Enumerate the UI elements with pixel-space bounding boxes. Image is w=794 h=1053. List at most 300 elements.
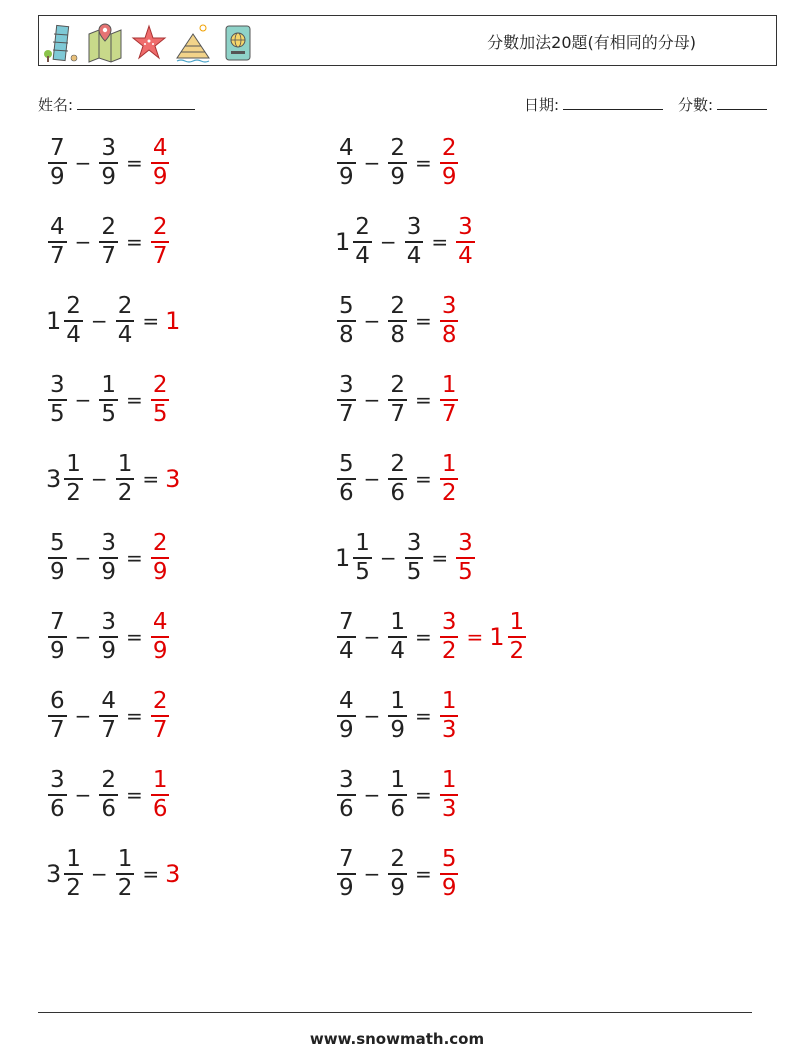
operand-term	[97, 609, 120, 664]
operand-term	[335, 214, 374, 269]
fraction	[388, 135, 407, 190]
denominator: 6	[339, 795, 354, 822]
whole-number: 3	[165, 860, 181, 888]
name-blank[interactable]	[77, 95, 195, 110]
equals-sign: =	[415, 862, 432, 886]
equals-sign: =	[415, 783, 432, 807]
numerator: 3	[406, 214, 422, 241]
numerator: 3	[339, 372, 354, 399]
fraction	[388, 767, 407, 822]
whole-number: 3	[46, 464, 62, 493]
fraction	[440, 846, 459, 901]
numerator: 4	[101, 688, 117, 715]
equals-sign: =	[126, 546, 143, 570]
operand-term	[335, 135, 358, 190]
numerator: 2	[441, 135, 457, 162]
numerator: 7	[339, 846, 354, 873]
fraction	[116, 846, 135, 901]
fraction	[151, 135, 170, 190]
denominator: 8	[441, 321, 457, 348]
fraction	[440, 688, 459, 743]
equals-sign: =	[466, 625, 484, 649]
fraction	[99, 767, 118, 822]
fraction	[440, 767, 459, 822]
minus-sign: −	[90, 309, 108, 333]
denominator: 7	[152, 716, 168, 743]
fraction	[405, 214, 424, 269]
denominator: 7	[101, 242, 117, 269]
denominator: 9	[390, 716, 406, 743]
fraction	[99, 530, 118, 585]
numerator: 4	[50, 214, 65, 241]
minus-sign: −	[363, 783, 381, 807]
numerator: 3	[458, 530, 473, 557]
fraction	[48, 135, 67, 190]
problem-item	[335, 128, 460, 198]
numerator: 3	[101, 609, 117, 636]
operand-term	[97, 214, 120, 269]
whole-number: 1	[165, 307, 181, 335]
footer-divider	[38, 1012, 752, 1013]
fraction	[48, 688, 67, 743]
numerator: 3	[339, 767, 354, 794]
numerator: 4	[152, 135, 168, 162]
operand-term	[97, 135, 120, 190]
denominator: 9	[101, 637, 117, 664]
equals-sign: =	[126, 230, 143, 254]
fraction	[337, 609, 356, 664]
denominator: 4	[355, 242, 370, 269]
minus-sign: −	[74, 230, 92, 254]
minus-sign: −	[74, 388, 92, 412]
date-blank[interactable]	[563, 95, 663, 110]
denominator: 6	[390, 795, 406, 822]
equals-sign: =	[142, 309, 160, 333]
denominator: 9	[441, 163, 457, 190]
denominator: 9	[390, 874, 406, 901]
numerator: 2	[152, 214, 168, 241]
problem-item	[335, 286, 460, 356]
problem-item	[46, 286, 181, 356]
answer-term	[438, 767, 461, 822]
fraction	[337, 451, 356, 506]
fraction	[151, 530, 170, 585]
operand-term	[403, 214, 426, 269]
numerator: 5	[339, 451, 354, 478]
denominator: 7	[50, 242, 65, 269]
fraction	[440, 609, 459, 664]
equals-sign: =	[126, 704, 143, 728]
fraction	[388, 372, 407, 427]
numerator: 3	[101, 135, 117, 162]
fraction	[99, 688, 118, 743]
fraction	[508, 609, 527, 664]
problem-item	[46, 523, 171, 593]
numerator: 1	[441, 451, 457, 478]
denominator: 7	[101, 716, 117, 743]
numerator: 2	[390, 135, 406, 162]
answer-term	[438, 293, 461, 348]
equals-sign: =	[126, 783, 143, 807]
fraction	[99, 135, 118, 190]
numerator: 7	[339, 609, 354, 636]
answer-term	[149, 372, 172, 427]
operand-term	[46, 451, 85, 506]
minus-sign: −	[379, 230, 397, 254]
denominator: 7	[390, 400, 406, 427]
operand-term	[46, 767, 69, 822]
denominator: 2	[509, 637, 525, 664]
numerator: 4	[339, 688, 354, 715]
minus-sign: −	[363, 862, 381, 886]
denominator: 4	[406, 242, 422, 269]
denominator: 6	[390, 479, 406, 506]
numerator: 3	[441, 609, 457, 636]
operand-term	[97, 530, 120, 585]
operand-term	[46, 609, 69, 664]
numerator: 5	[339, 293, 354, 320]
numerator: 2	[390, 846, 406, 873]
denominator: 4	[66, 321, 81, 348]
denominator: 9	[101, 558, 117, 585]
answer-term	[489, 609, 528, 664]
problem-item	[46, 207, 171, 277]
fraction	[388, 609, 407, 664]
fraction	[99, 609, 118, 664]
denominator: 9	[339, 163, 354, 190]
fraction	[99, 214, 118, 269]
numerator: 7	[50, 609, 65, 636]
problem-item	[46, 365, 171, 435]
minus-sign: −	[363, 625, 381, 649]
fraction	[337, 767, 356, 822]
operand-term	[114, 846, 137, 901]
operand-term	[335, 293, 358, 348]
numerator: 1	[509, 609, 525, 636]
denominator: 8	[390, 321, 406, 348]
operand-term	[335, 846, 358, 901]
numerator: 2	[390, 293, 406, 320]
denominator: 5	[406, 558, 422, 585]
fraction	[388, 451, 407, 506]
denominator: 9	[441, 874, 457, 901]
fraction	[440, 451, 459, 506]
denominator: 9	[339, 716, 354, 743]
denominator: 4	[117, 321, 133, 348]
numerator: 1	[441, 688, 457, 715]
denominator: 4	[390, 637, 406, 664]
operand-term	[335, 767, 358, 822]
equals-sign: =	[431, 230, 449, 254]
numerator: 5	[50, 530, 65, 557]
map-pin-icon	[87, 20, 123, 64]
numerator: 2	[355, 214, 370, 241]
answer-term	[438, 609, 461, 664]
operand-term	[335, 609, 358, 664]
fraction	[48, 372, 67, 427]
denominator: 7	[152, 242, 168, 269]
problem-item	[46, 760, 171, 830]
denominator: 5	[458, 558, 473, 585]
denominator: 9	[50, 637, 65, 664]
denominator: 3	[441, 795, 457, 822]
minus-sign: −	[90, 862, 108, 886]
operand-term	[386, 767, 409, 822]
operand-term	[403, 530, 426, 585]
denominator: 7	[50, 716, 65, 743]
numerator: 2	[152, 372, 168, 399]
denominator: 6	[50, 795, 65, 822]
problem-item	[46, 128, 171, 198]
numerator: 1	[152, 767, 168, 794]
operand-term	[386, 609, 409, 664]
fraction	[353, 214, 372, 269]
denominator: 2	[441, 479, 457, 506]
denominator: 2	[66, 479, 81, 506]
fraction	[64, 451, 83, 506]
answer-term	[149, 688, 172, 743]
numerator: 3	[50, 372, 65, 399]
equals-sign: =	[126, 625, 143, 649]
minus-sign: −	[74, 546, 92, 570]
fraction	[151, 214, 170, 269]
denominator: 7	[339, 400, 354, 427]
operand-term	[46, 530, 69, 585]
fraction	[388, 688, 407, 743]
score-field	[678, 94, 767, 115]
numerator: 3	[101, 530, 117, 557]
numerator: 1	[441, 372, 457, 399]
denominator: 4	[458, 242, 473, 269]
answer-term	[149, 767, 172, 822]
leaning-tower-icon	[43, 20, 79, 64]
name-field	[38, 94, 195, 115]
answer-term	[165, 860, 181, 888]
denominator: 7	[441, 400, 457, 427]
fraction	[456, 530, 475, 585]
denominator: 2	[117, 874, 133, 901]
problem-item	[335, 839, 460, 909]
equals-sign: =	[142, 467, 160, 491]
operand-term	[97, 688, 120, 743]
numerator: 1	[66, 846, 81, 873]
fraction	[337, 372, 356, 427]
numerator: 2	[117, 293, 133, 320]
operand-term	[386, 451, 409, 506]
problem-item	[335, 365, 460, 435]
operand-term	[386, 688, 409, 743]
fraction	[337, 293, 356, 348]
numerator: 6	[50, 688, 65, 715]
problem-item	[46, 444, 181, 514]
numerator: 3	[441, 293, 457, 320]
operand-term	[335, 451, 358, 506]
answer-term	[149, 135, 172, 190]
problem-item	[46, 602, 171, 672]
whole-number: 1	[335, 227, 351, 256]
answer-term	[438, 846, 461, 901]
minus-sign: −	[74, 783, 92, 807]
numerator: 2	[390, 451, 406, 478]
denominator: 6	[152, 795, 168, 822]
header-box	[38, 15, 777, 66]
answer-term	[438, 688, 461, 743]
problem-item	[335, 444, 460, 514]
fraction	[48, 530, 67, 585]
minus-sign: −	[90, 467, 108, 491]
equals-sign: =	[415, 704, 432, 728]
equals-sign: =	[415, 151, 432, 175]
numerator: 1	[117, 451, 133, 478]
equals-sign: =	[415, 467, 432, 491]
denominator: 9	[101, 163, 117, 190]
footer-url: www.snowmath.com	[309, 1030, 485, 1048]
operand-term	[46, 293, 85, 348]
numerator: 1	[355, 530, 370, 557]
fraction	[116, 293, 135, 348]
denominator: 9	[152, 637, 168, 664]
answer-term	[454, 214, 477, 269]
numerator: 2	[152, 530, 168, 557]
fraction	[440, 372, 459, 427]
numerator: 7	[50, 135, 65, 162]
whole-number: 1	[489, 622, 505, 651]
numerator: 1	[390, 609, 406, 636]
denominator: 5	[50, 400, 65, 427]
equals-sign: =	[415, 309, 432, 333]
problem-item	[335, 760, 460, 830]
fraction	[48, 767, 67, 822]
operand-term	[386, 846, 409, 901]
operand-term	[386, 293, 409, 348]
denominator: 4	[339, 637, 354, 664]
score-blank[interactable]	[717, 95, 767, 110]
date-field	[524, 94, 663, 115]
denominator: 9	[50, 163, 65, 190]
numerator: 2	[390, 372, 406, 399]
whole-number: 3	[46, 859, 62, 888]
fraction	[151, 609, 170, 664]
answer-term	[165, 307, 181, 335]
score-label: 分數:	[678, 96, 714, 114]
fraction	[337, 135, 356, 190]
answer-term	[165, 465, 181, 493]
starfish-icon	[131, 20, 167, 64]
numerator: 1	[66, 451, 81, 478]
pyramid-icon	[175, 20, 211, 64]
numerator: 1	[390, 767, 406, 794]
operand-term	[46, 135, 69, 190]
problem-item	[335, 602, 528, 672]
denominator: 9	[152, 163, 168, 190]
denominator: 9	[339, 874, 354, 901]
fraction	[116, 451, 135, 506]
operand-term	[335, 372, 358, 427]
operand-term	[46, 214, 69, 269]
operand-term	[114, 293, 137, 348]
equals-sign: =	[415, 625, 432, 649]
numerator: 2	[101, 767, 117, 794]
numerator: 3	[50, 767, 65, 794]
operand-term	[114, 451, 137, 506]
denominator: 2	[117, 479, 133, 506]
numerator: 4	[152, 609, 168, 636]
minus-sign: −	[363, 388, 381, 412]
fraction	[64, 846, 83, 901]
equals-sign: =	[431, 546, 449, 570]
fraction	[337, 688, 356, 743]
fraction	[388, 846, 407, 901]
fraction	[48, 609, 67, 664]
fraction	[151, 688, 170, 743]
numerator: 1	[441, 767, 457, 794]
passport-icon	[219, 20, 255, 64]
operand-term	[46, 688, 69, 743]
equals-sign: =	[142, 862, 160, 886]
numerator: 3	[458, 214, 473, 241]
answer-term	[438, 135, 461, 190]
numerator: 2	[101, 214, 117, 241]
denominator: 6	[339, 479, 354, 506]
answer-term	[149, 609, 172, 664]
whole-number: 3	[165, 465, 181, 493]
minus-sign: −	[74, 704, 92, 728]
numerator: 1	[101, 372, 117, 399]
problem-item	[46, 681, 171, 751]
fraction	[151, 767, 170, 822]
fraction	[64, 293, 83, 348]
equals-sign: =	[126, 151, 143, 175]
operand-term	[335, 688, 358, 743]
problem-item	[335, 681, 460, 751]
fraction	[388, 293, 407, 348]
problem-item	[335, 523, 477, 593]
denominator: 3	[441, 716, 457, 743]
denominator: 9	[152, 558, 168, 585]
numerator: 2	[66, 293, 81, 320]
fraction	[405, 530, 424, 585]
fraction	[151, 372, 170, 427]
problem-item	[46, 839, 181, 909]
whole-number: 1	[335, 543, 351, 572]
fraction	[456, 214, 475, 269]
fraction	[48, 214, 67, 269]
denominator: 9	[390, 163, 406, 190]
numerator: 4	[339, 135, 354, 162]
numerator: 2	[152, 688, 168, 715]
operand-term	[97, 767, 120, 822]
minus-sign: −	[379, 546, 397, 570]
fraction	[337, 846, 356, 901]
denominator: 9	[50, 558, 65, 585]
name-label: 姓名:	[38, 96, 74, 114]
operand-term	[335, 530, 374, 585]
minus-sign: −	[74, 151, 92, 175]
whole-number: 1	[46, 306, 62, 335]
minus-sign: −	[363, 151, 381, 175]
denominator: 6	[101, 795, 117, 822]
minus-sign: −	[363, 467, 381, 491]
numerator: 1	[390, 688, 406, 715]
fraction	[440, 293, 459, 348]
minus-sign: −	[363, 704, 381, 728]
fraction	[440, 135, 459, 190]
equals-sign: =	[126, 388, 143, 412]
fraction	[99, 372, 118, 427]
denominator: 8	[339, 321, 354, 348]
denominator: 2	[66, 874, 81, 901]
minus-sign: −	[74, 625, 92, 649]
